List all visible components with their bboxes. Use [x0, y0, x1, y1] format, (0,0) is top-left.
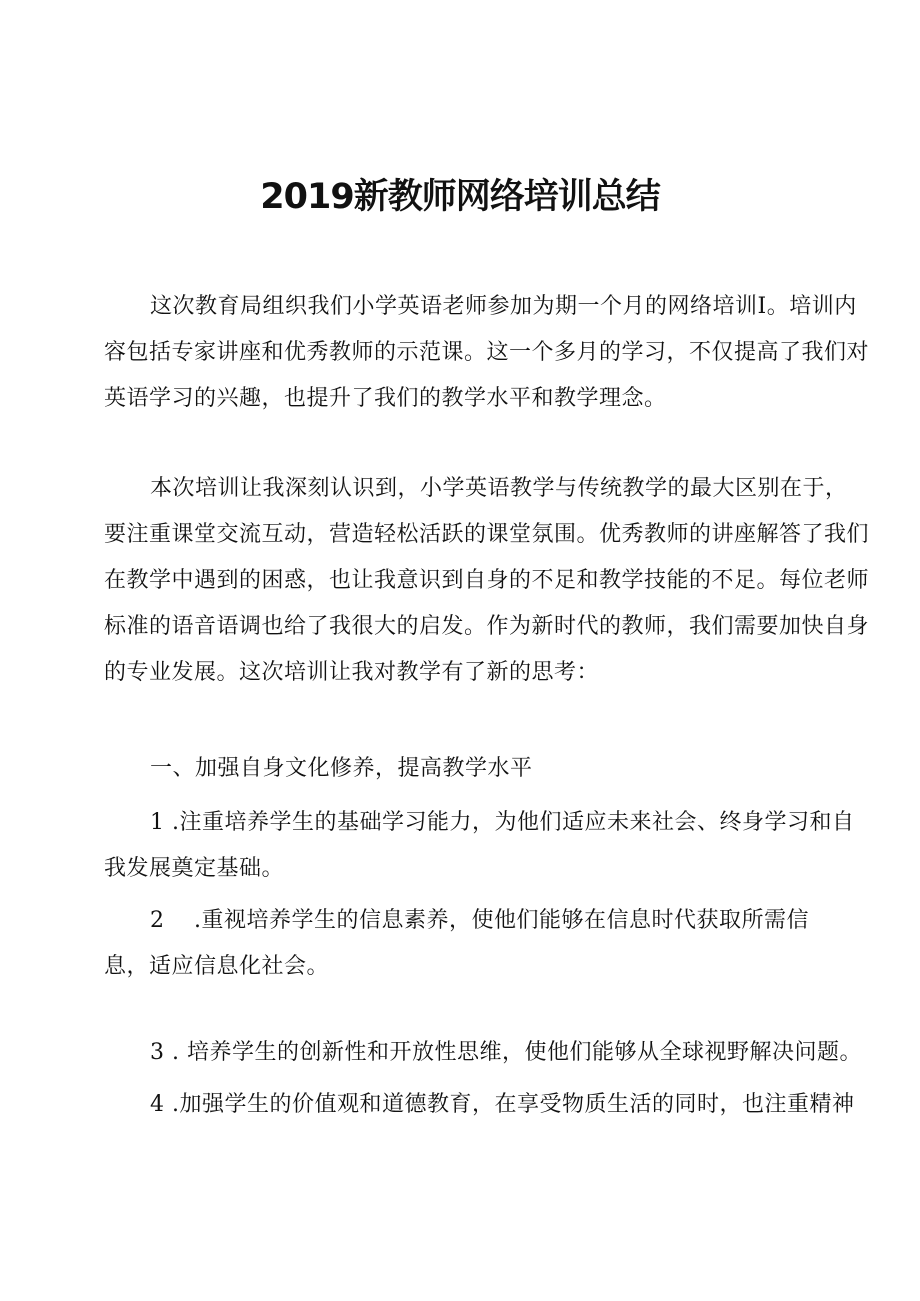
list-item-number: 1 [150, 810, 165, 835]
paragraph-line: 英语学习的兴趣，也提升了我们的教学水平和教学理念。 [104, 386, 667, 411]
paragraph-2 [104, 466, 870, 696]
list-item-line [104, 1082, 855, 1128]
list-item-text: . 培养学生的创新性和开放性思维，使他们能够从全球视野解决问题。 [172, 1040, 862, 1065]
paragraph-line: 在教学中遇到的困惑，也让我意识到自身的不足和教学技能的不足。每位老师 [104, 568, 870, 593]
paragraph-line: 本次培训让我深刻认识到，小学英语教学与传统教学的最大区别在于， [150, 476, 848, 501]
section-heading [104, 746, 824, 792]
document-title: 2019新教师网络培训总结 [260, 177, 660, 217]
paragraph-line: 这次教育局组织我们小学英语老师参加为期一个月的网络培训I。培训内 [150, 294, 857, 319]
list-item-3 [104, 1030, 862, 1076]
list-item-line: 息，适应信息化社会。 [104, 954, 330, 979]
paragraph-1 [104, 284, 870, 422]
paragraph-line: 容包括专家讲座和优秀教师的示范课。这一个多月的学习，不仅提高了我们对 [104, 340, 870, 365]
list-item-text: .重视培养学生的信息素养，使他们能够在信息时代获取所需信 [194, 908, 809, 933]
list-item-text: .注重培养学生的基础学习能力，为他们适应未来社会、终身学习和自 [172, 810, 855, 835]
list-item-line [104, 800, 855, 846]
list-item-number: 2 [150, 908, 165, 933]
paragraph-line: 的专业发展。这次培训让我对教学有了新的思考： [104, 660, 600, 685]
list-item-line [104, 1030, 862, 1076]
list-item-line [104, 898, 824, 944]
list-item-1 [104, 800, 855, 892]
paragraph-line: 要注重课堂交流互动，营造轻松活跃的课堂氛围。优秀教师的讲座解答了我们 [104, 522, 870, 547]
list-item-line: 我发展奠定基础。 [104, 856, 285, 881]
paragraph-line: 标准的语音语调也给了我很大的启发。作为新时代的教师，我们需要加快自身 [104, 614, 870, 639]
list-item-number: 3 [150, 1040, 165, 1065]
list-item-number: 4 [150, 1092, 165, 1117]
list-item-2 [104, 898, 824, 990]
section-heading-text: 一、加强自身文化修养，提高教学水平 [150, 756, 533, 781]
list-item-text: .加强学生的价值观和道德教育，在享受物质生活的同时，也注重精神 [172, 1092, 855, 1117]
list-item-4 [104, 1082, 855, 1128]
